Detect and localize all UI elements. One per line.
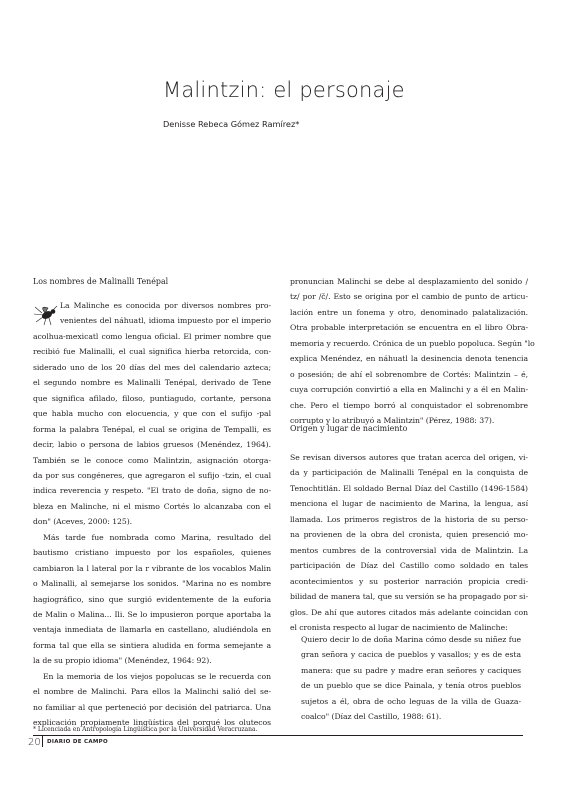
text-line: da y participación de Malinalli Tenépal en la conquista de xyxy=(290,468,528,478)
text-line: Más tarde fue nombrada como Marina, resultado del xyxy=(43,532,271,542)
text-line: participación de Díaz del Castillo como soldado en tales xyxy=(290,561,528,571)
folio-rule xyxy=(33,735,523,736)
text-line: don" (Aceves, 2000: 125). xyxy=(33,517,133,527)
text-line: de Malin o Malina... Ili. Se lo impusieron porque aportaba la xyxy=(33,610,271,619)
text-line: En la memoria de los viejos popolucas se le recuerda con xyxy=(43,671,271,681)
text-line: lación entre un fonema y otro, denominado palatalización. xyxy=(290,307,528,317)
text-line: pronuncian Malinchi se debe al desplazamiento del sonido / xyxy=(290,277,528,286)
text-line: bleza en Malinche, ni el mismo Cortés lo alcanzaba con el xyxy=(33,501,271,511)
article-author: Denisse Rebeca Gómez Ramírez* xyxy=(163,119,300,129)
text-line: siderado uno de los 20 días del mes del calendario azteca; xyxy=(33,362,271,372)
text-line: llamada. Los primeros registros de la historia de su perso- xyxy=(290,514,528,524)
quote-line: Quiero decir lo de doña Marina cómo desde su niñez fue xyxy=(301,635,521,644)
insect-ornament-icon xyxy=(33,303,59,327)
text-line: ventaja inmediata de llamarla en castellano, aludiéndola en xyxy=(33,625,271,635)
section-heading-origin: Origen y lugar de nacimiento xyxy=(290,424,408,433)
text-line: recibió fue Malinalli, el cual significa hierba retorcida, con- xyxy=(33,347,271,357)
quote-line: gran señora y cacica de pueblos y vasallos; y es de esta xyxy=(301,650,521,660)
text-line: forma la palabra Tenépal, el cual se origina de Tempalli, es xyxy=(33,424,271,434)
text-line: venientes del náhuatl, idioma impuesto por el imperio xyxy=(60,316,271,326)
text-line: hagiográfico, sino que surgió evidentemente de la euforia xyxy=(33,594,271,604)
text-line: da por sus congéneres, que agregaron el sufijo -tzin, el cual xyxy=(33,470,271,480)
text-line: na provienen de la obra del cronista, quien presenció mo- xyxy=(290,530,528,540)
text-line: o Malinalli, al semejarse los sonidos. "Marina no es nombre xyxy=(33,579,271,589)
text-line: tz/ por /č/. Esto se origina por el cambio de punto de articu- xyxy=(290,292,528,302)
text-line: forma tal que ella se sintiera aludida en forma semejante a xyxy=(33,640,271,650)
page-number: 20 xyxy=(28,737,41,748)
text-line: indica reverencia y respeto. "El trato de doña, signo de no- xyxy=(33,486,271,496)
text-line: Tenochtitlán. El soldado Bernal Díaz del Castillo (1496-1584) xyxy=(290,483,528,493)
text-line: glos. De ahí que autores citados más adelante coincidan con xyxy=(290,607,528,617)
quote-line: de un pueblo que se dice Painala, y tenía otros pueblos xyxy=(301,681,521,691)
text-line: mentos cumbres de la controversial vida de Malintzin. La xyxy=(290,545,528,555)
text-line: menciona el lugar de nacimiento de Marina, la lengua, así xyxy=(290,499,528,509)
text-line: que significa afilado, filoso, puntiagudo, cortante, persona xyxy=(33,393,271,403)
article-title: Malintzin: el personaje xyxy=(163,78,405,102)
text-line: el cronista respecto al lugar de nacimiento de Malinche: xyxy=(290,622,508,632)
section-heading-names: Los nombres de Malinalli Tenépal xyxy=(33,277,169,286)
text-line: acontecimientos y su posterior narración propicia credi- xyxy=(290,576,528,586)
text-line: el nombre de Malinchi. Para ellos la Malinchi salió del se- xyxy=(33,687,271,697)
text-line: che. Pero el tiempo borró al conquistador el sobrenombre xyxy=(290,400,528,410)
text-line: bautismo cristiano impuesto por los españoles, quienes xyxy=(33,548,271,558)
text-line: La Malinche es conocida por diversos nombres pro- xyxy=(60,301,271,310)
text-line: bilidad de manera tal, que su versión se ha propagado por si- xyxy=(290,592,528,602)
text-line: corrupto y lo atribuyó a Malintzin" (Pérez, 1988: 37). xyxy=(290,416,495,426)
footnote: * Licenciada en Antropología Lingüística por la Universidad Veracruzana. xyxy=(33,726,258,733)
text-line: cambiaron la l lateral por la r vibrante de los vocablos Malin xyxy=(33,563,271,573)
text-line: no familiar al que perteneció por decisión del patriarca. Una xyxy=(33,702,271,712)
text-line: explica Menéndez, en náhuatl la desinencia denota tenencia xyxy=(290,354,528,364)
text-line: Se revisan diversos autores que tratan acerca del origen, vi- xyxy=(290,453,528,462)
text-line: acolhua-mexicatl como lengua oficial. El primer nombre que xyxy=(33,331,271,341)
text-line: decir, labio o persona de labios gruesos (Menéndez, 1964). xyxy=(33,440,271,450)
text-line: También se le conoce como Malintzin, asignación otorga- xyxy=(33,455,271,465)
text-line: o posesión; de ahí el sobrenombre de Cortés: Malintzin – é, xyxy=(290,369,528,379)
text-line: explicación propiamente lingüística del porqué los olutecos xyxy=(33,718,271,728)
text-line: cuya corrupción convirtió a ella en Malinchi y a él en Malin- xyxy=(290,385,528,395)
quote-line: coalco" (Díaz del Castillo, 1988: 61). xyxy=(301,712,442,722)
quote-line: sujetos a él, obra de ocho leguas de la villa de Guaza- xyxy=(301,696,521,706)
folio-separator xyxy=(42,735,43,747)
text-line: Otra probable interpretación se encuentra en el libro Obra- xyxy=(290,323,528,333)
text-line: el segundo nombre es Malinalli Tenépal, derivado de Tene xyxy=(33,378,271,388)
text-line: memoria y recuerdo. Crónica de un pueblo popoluca. Según "lo xyxy=(290,338,535,348)
text-line: la de su propio idioma" (Menéndez, 1964: 92). xyxy=(33,656,212,666)
quote-line: manera: que su padre y madre eran señores y caciques xyxy=(301,665,521,675)
magazine-name: DIARIO DE CAMPO xyxy=(47,739,108,745)
text-line: que habla mucho con elocuencia, y que con el sufijo -pal xyxy=(33,409,271,419)
